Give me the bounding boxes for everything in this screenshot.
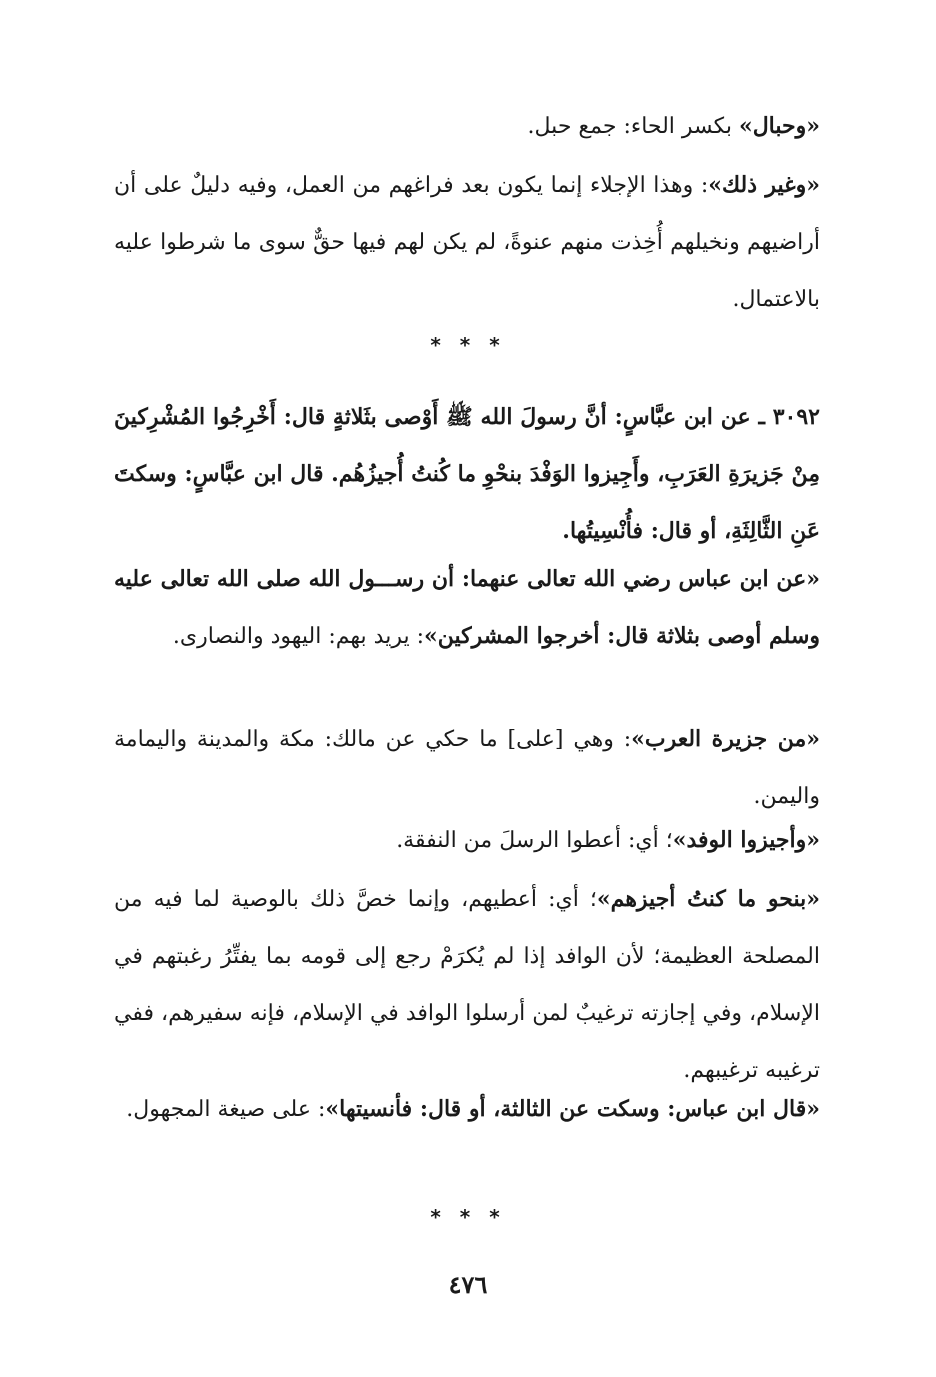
paragraph-1-text: بكسر الحاء: جمع حبل. (527, 114, 739, 139)
paragraph-4-text: : يريد بهم: اليهود والنصارى. (172, 624, 424, 649)
paragraph-6-text: ؛ أي: أعطوا الرسلَ من النفقة. (396, 828, 673, 853)
section-separator-1: * * * (430, 333, 506, 357)
section-separator-2: * * * (430, 1205, 506, 1229)
paragraph-6-heading: «وأجيزوا الوفد» (672, 827, 820, 853)
hadith-3092 (114, 389, 820, 560)
hadith-text: عن ابن عبَّاسٍ: أنَّ رسولَ الله ﷺ أَوْصى بثَلاثةٍ قال: أَخْرِجُوا المُشْرِكينَ مِنْ جَزيرَةِ العَرَبِ، وأَجِيزوا الوَفْدَ بنحْوِ ما كُنتُ أُجيزُهُم. قال ابن عبَّاسٍ: وسكتَ عَنِ الثَّالِثَةِ، أو قال: فأُنْسِيتُها. (114, 404, 820, 544)
paragraph-1 (114, 98, 820, 155)
page-number: ٤٧٦ (448, 1270, 488, 1299)
paragraph-6 (114, 812, 820, 869)
hadith-number: ٣٠٩٢ ـ (758, 404, 820, 430)
paragraph-5-heading: «من جزيرة العرب» (631, 726, 820, 752)
paragraph-2-text: : وهذا الإجلاء إنما يكون بعد فراغهم من العمل، وفيه دليلٌ على أن أراضيهم ونخيلهم أُخِذت منهم عنوةً، لم يكن لهم فيها حقٌّ سوى ما شرطوا عليه بالاعتمال. (114, 173, 820, 312)
paragraph-5-text: : وهي [على] ما حكي عن مالك: مكة والمدينة واليمامة واليمن. (114, 727, 820, 809)
paragraph-4 (114, 551, 820, 665)
paragraph-7-text: ؛ أي: أعطيهم، وإنما خصَّ ذلك بالوصية لما فيه من المصلحة العظيمة؛ لأن الوافد إذا لم يُكرَمْ رجع إلى قومه بما يفتِّرُ رغبتهم في الإسلام، وفي إجازته ترغيبٌ لمن أرسلوا الوافد في الإسلام، فإنه سفيرهم، ففي ترغيبه ترغيبهم. (114, 887, 820, 1083)
paragraph-2 (114, 157, 820, 328)
paragraph-8 (114, 1081, 820, 1138)
paragraph-8-text: : على صيغة المجهول. (126, 1097, 326, 1122)
paragraph-2-heading: «وغير ذلك» (708, 172, 820, 198)
paragraph-5 (114, 711, 820, 825)
paragraph-4-heading: «عن ابن عباس رضي الله تعالى عنهما: أن رســـول الله صلى الله تعالى عليه وسلم أوصى بثلاثة قال: أخرجوا المشركين» (114, 566, 820, 649)
paragraph-8-heading: «قال ابن عباس: وسكت عن الثالثة، أو قال: فأنسيتها» (325, 1096, 820, 1122)
paragraph-7 (114, 871, 820, 1099)
paragraph-7-heading: «بنحو ما كنتُ أجيزهم» (596, 886, 820, 912)
paragraph-1-heading: «وحبال» (738, 113, 820, 139)
